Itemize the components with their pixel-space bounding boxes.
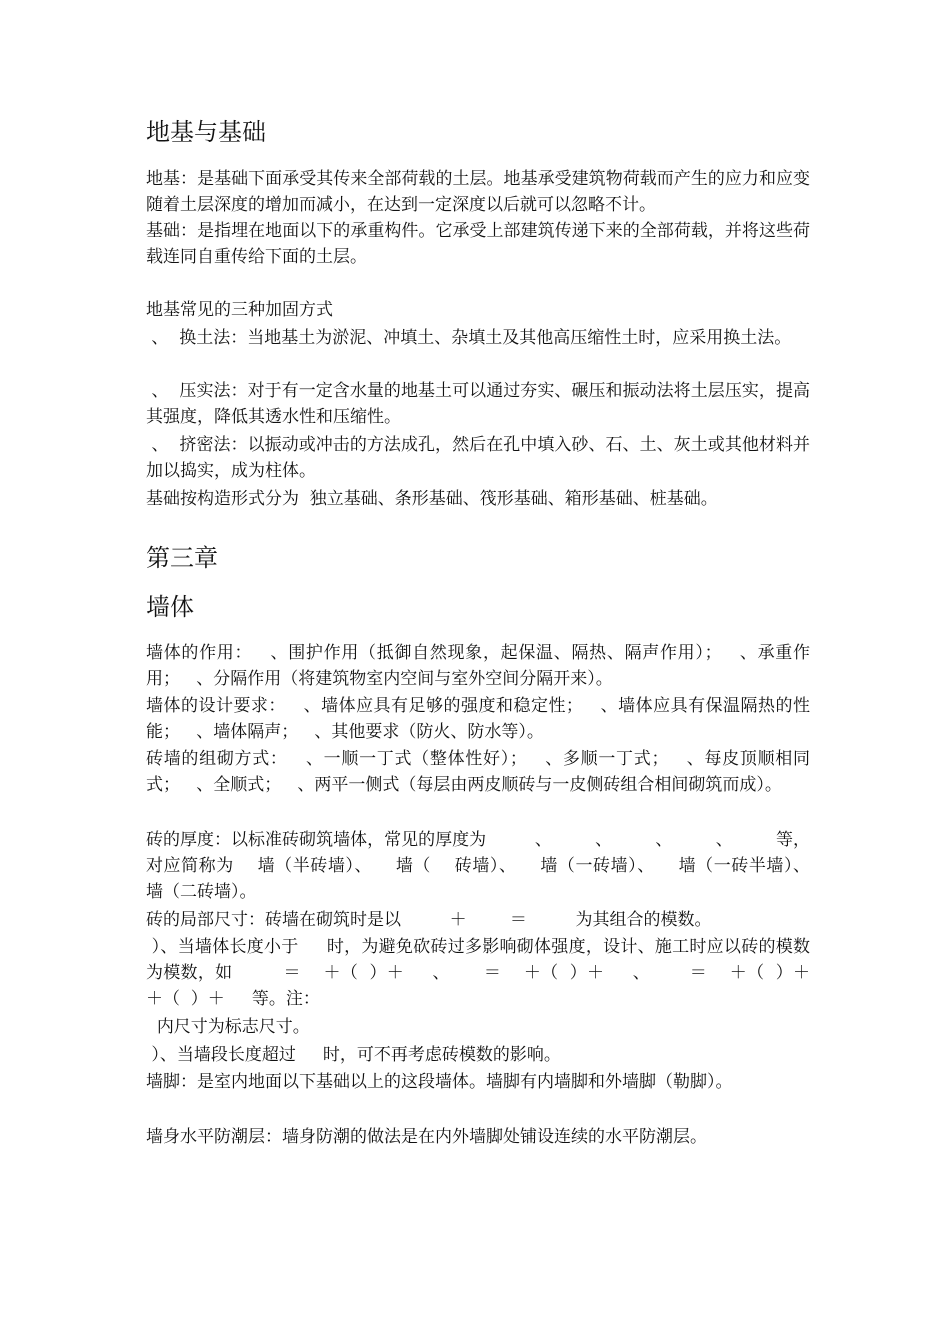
section-title-wall: 墙体 <box>146 593 194 621</box>
paragraph-modulus-rule-1: ）、当墙体长度小于 时，为避免砍砖过多影响砌体强度，设计、施工时应以砖的模数 为模数，如 ＝ ＋（ ）＋ 、 ＝ ＋（ ）＋ 、 ＝ ＋（ ）＋ ＋（ ）＋ 等。注： <box>146 937 859 1009</box>
list-item-compaction-pile-method: 、 挤密法：以振动或冲击的方法成孔，然后在孔中填入砂、石、土、灰土或其他材料并加以捣实，成为柱体。 <box>146 435 810 481</box>
paragraph-note: 内尺寸为标志尺寸。 <box>146 1017 310 1037</box>
chapter-heading: 第三章 <box>146 544 218 572</box>
list-item-replacement-method: 、 换土法：当地基土为淤泥、冲填土、杂填土及其他高压缩性土时，应采用换土法。 <box>146 328 792 348</box>
heading-reinforcement-methods: 地基常见的三种加固方式 <box>146 300 333 320</box>
paragraph-brick-bond: 砖墙的组砌方式： 、一顺一丁式（整体性好）； 、多顺一丁式； 、每皮顶顺相同式； 、全顺式； 、两平一侧式（每层由两皮顺砖与一皮侧砖组合相间砌筑而成）。 <box>146 749 810 795</box>
paragraph-modulus-rule-2: ）、当墙段长度超过 时，可不再考虑砖模数的影响。 <box>146 1045 561 1065</box>
paragraph-brick-thickness: 砖的厚度：以标准砖砌筑墙体，常见的厚度为 、 、 、 、 等，对应简称为 墙（半砖墙）、 墙（ 砖墙）、 墙（一砖墙）、 墙（一砖半墙）、 墙（二砖墙）。 <box>146 830 832 902</box>
paragraph-wall-requirements: 墙体的设计要求： 、墙体应具有足够的强度和稳定性； 、墙体应具有保温隔热的性能； 、墙体隔声； 、其他要求（防火、防水等）。 <box>146 696 810 742</box>
list-item-compaction-method: 、 压实法：对于有一定含水量的地基土可以通过夯实、碾压和振动法将土层压实，提高其强度，降低其透水性和压缩性。 <box>146 381 810 427</box>
paragraph-plinth: 墙脚：是室内地面以下基础以上的这段墙体。墙脚有内墙脚和外墙脚（勒脚）。 <box>146 1072 733 1092</box>
paragraph-damp-proof-course: 墙身水平防潮层：墙身防潮的做法是在内外墙脚处铺设连续的水平防潮层。 <box>146 1127 707 1147</box>
paragraph-foundation: 基础：是指埋在地面以下的承重构件。它承受上部建筑传递下来的全部荷载，并将这些荷载连同自重传给下面的土层。 <box>146 221 810 267</box>
paragraph-foundation-types: 基础按构造形式分为 独立基础、条形基础、筏形基础、箱形基础、桩基础。 <box>146 489 718 509</box>
paragraph-wall-function: 墙体的作用： 、围护作用（抵御自然现象，起保温、隔热、隔声作用）； 、承重作用； 、分隔作用（将建筑物室内空间与室外空间分隔开来）。 <box>146 643 810 689</box>
paragraph-brick-local-size: 砖的局部尺寸：砖墙在砌筑时是以 ＋ ＝ 为其组合的模数。 <box>146 910 712 930</box>
section-title-foundation: 地基与基础 <box>146 118 266 146</box>
paragraph-foundation-soil: 地基：是基础下面承受其传来全部荷载的土层。地基承受建筑物荷载而产生的应力和应变随着土层深度的增加而减小，在达到一定深度以后就可以忽略不计。 <box>146 169 810 215</box>
